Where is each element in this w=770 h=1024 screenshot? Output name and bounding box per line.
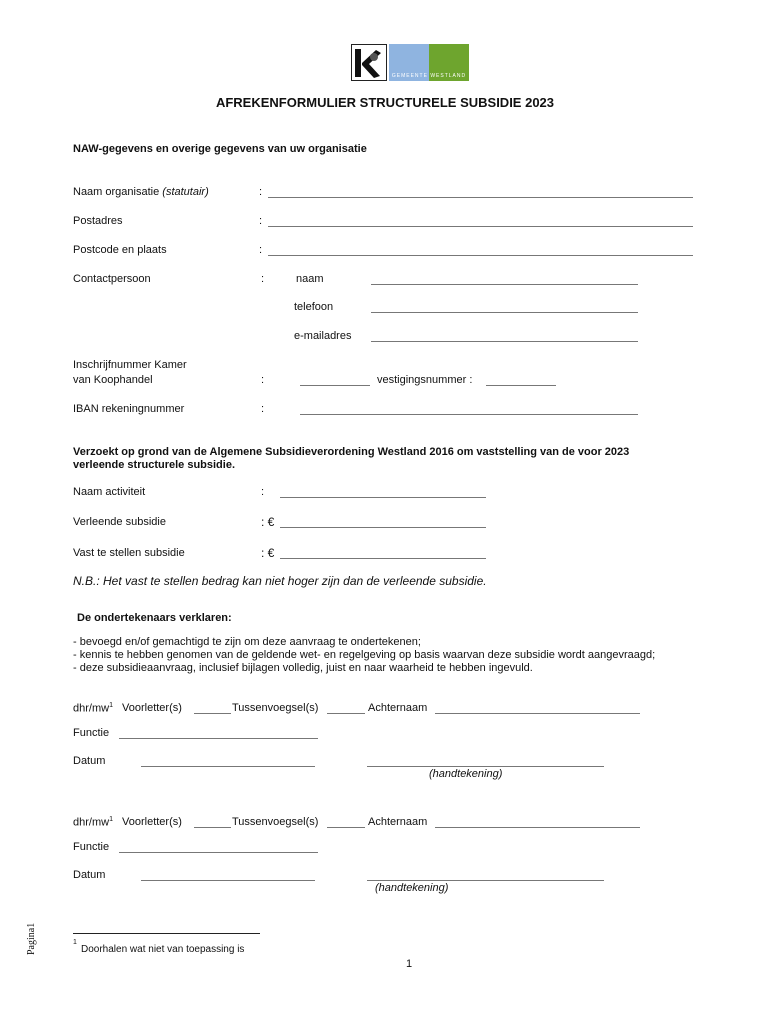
- handtekening-label: (handtekening): [375, 882, 449, 894]
- vestigingsnummer-label: vestigingsnummer :: [377, 374, 473, 386]
- telefoon-field[interactable]: [371, 312, 638, 313]
- tussenvoegsel-field[interactable]: [327, 713, 365, 714]
- voorletters-label: Voorletter(s): [122, 816, 182, 828]
- functie-label: Functie: [73, 841, 110, 853]
- vast-te-stellen-label: Vast te stellen subsidie: [73, 547, 185, 559]
- achternaam-field[interactable]: [435, 713, 640, 714]
- naam-activiteit-label: Naam activiteit: [73, 486, 146, 498]
- logo-emblem-icon: [351, 44, 387, 81]
- section-naw-heading: NAW-gegevens en overige gegevens van uw organisatie: [73, 143, 367, 155]
- dhr-mw-label: [73, 816, 113, 829]
- tussenvoegsel-label: Tussenvoegsel(s): [232, 816, 319, 828]
- email-label: e-mailadres: [294, 330, 352, 342]
- telefoon-label: telefoon: [294, 301, 334, 313]
- datum-label: Datum: [73, 755, 106, 767]
- contact-naam-field[interactable]: [371, 284, 638, 285]
- section-verzoek-heading-1: Verzoekt op grond van de Algemene Subsidieverordening Westland 2016 om vaststelling van de voor 2023: [73, 446, 630, 458]
- naam-organisatie-field[interactable]: [268, 197, 693, 198]
- dhr-mw-text: dhr/mw: [73, 816, 110, 829]
- footnote-ref: 1: [109, 816, 113, 823]
- section-verklaren-heading: De ondertekenaars verklaren:: [77, 612, 232, 624]
- footnote-text: Doorhalen wat niet van toepassing is: [81, 944, 245, 955]
- page-title: AFREKENFORMULIER STRUCTURELE SUBSIDIE 2023: [215, 95, 555, 110]
- datum-field[interactable]: [141, 766, 315, 767]
- handtekening-field[interactable]: [367, 880, 604, 881]
- voorletters-label: Voorletter(s): [122, 702, 182, 714]
- postadres-label: Postadres: [73, 215, 123, 227]
- footnote-divider: [73, 933, 260, 934]
- colon: :: [261, 273, 265, 285]
- kvk-label-line1: Inschrijfnummer Kamer: [73, 359, 187, 371]
- verklaring-item: - deze subsidieaanvraag, inclusief bijlagen volledig, juist en naar waarheid te hebben ingevuld.: [73, 662, 533, 674]
- datum-label: Datum: [73, 869, 106, 881]
- section-verzoek-heading-2: verleende structurele subsidie.: [73, 459, 236, 471]
- tussenvoegsel-label: Tussenvoegsel(s): [232, 702, 319, 714]
- achternaam-label: Achternaam: [368, 816, 428, 828]
- colon: :: [261, 374, 265, 386]
- naam-activiteit-field[interactable]: [280, 497, 486, 498]
- gemeente-westland-logo: [351, 44, 469, 81]
- postadres-field[interactable]: [268, 226, 693, 227]
- iban-field[interactable]: [300, 414, 638, 415]
- verklaring-item: - bevoegd en/of gemachtigd te zijn om deze aanvraag te ondertekenen;: [73, 636, 421, 648]
- colon: :: [259, 215, 263, 227]
- colon: :: [259, 244, 263, 256]
- kvk-field[interactable]: [300, 385, 370, 386]
- functie-label: Functie: [73, 727, 110, 739]
- contactpersoon-label: Contactpersoon: [73, 273, 151, 285]
- euro-sign: : €: [261, 515, 275, 529]
- email-field[interactable]: [371, 341, 638, 342]
- functie-field[interactable]: [119, 738, 318, 739]
- achternaam-label: Achternaam: [368, 702, 428, 714]
- verleende-subsidie-label: Verleende subsidie: [73, 516, 166, 528]
- footnote-ref: 1: [109, 702, 113, 709]
- verleende-subsidie-field[interactable]: [280, 527, 486, 528]
- dhr-mw-label: [73, 702, 113, 715]
- voorletters-field[interactable]: [194, 827, 231, 828]
- colon: :: [259, 186, 263, 198]
- kvk-label-line2: van Koophandel: [73, 374, 153, 386]
- nb-note: N.B.: Het vast te stellen bedrag kan niet hoger zijn dan de verleende subsidie.: [73, 574, 487, 588]
- verklaring-item: - kennis te hebben genomen van de geldende wet- en regelgeving op basis waarvan deze subsidie wordt aangevraagd;: [73, 649, 656, 661]
- vestigingsnummer-field[interactable]: [486, 385, 556, 386]
- naam-organisatie-text: Naam organisatie: [73, 186, 160, 198]
- voorletters-field[interactable]: [194, 713, 231, 714]
- colon: :: [261, 403, 265, 415]
- datum-field[interactable]: [141, 880, 315, 881]
- side-page-label: Pagina1: [26, 922, 37, 955]
- postcode-plaats-label: Postcode en plaats: [73, 244, 167, 256]
- logo-text: GEMEENTE WESTLAND: [391, 73, 467, 79]
- footnote-number: 1: [73, 939, 77, 946]
- functie-field[interactable]: [119, 852, 318, 853]
- iban-label: IBAN rekeningnummer: [73, 403, 185, 415]
- page-number: 1: [406, 958, 413, 970]
- postcode-plaats-field[interactable]: [268, 255, 693, 256]
- naam-organisatie-label: [73, 186, 209, 198]
- contact-naam-label: naam: [296, 273, 324, 285]
- vast-te-stellen-field[interactable]: [280, 558, 486, 559]
- euro-sign: : €: [261, 546, 275, 560]
- achternaam-field[interactable]: [435, 827, 640, 828]
- colon: :: [261, 486, 265, 498]
- handtekening-label: (handtekening): [429, 768, 503, 780]
- dhr-mw-text: dhr/mw: [73, 702, 110, 715]
- handtekening-field[interactable]: [367, 766, 604, 767]
- naam-organisatie-italic: (statutair): [162, 186, 209, 198]
- tussenvoegsel-field[interactable]: [327, 827, 365, 828]
